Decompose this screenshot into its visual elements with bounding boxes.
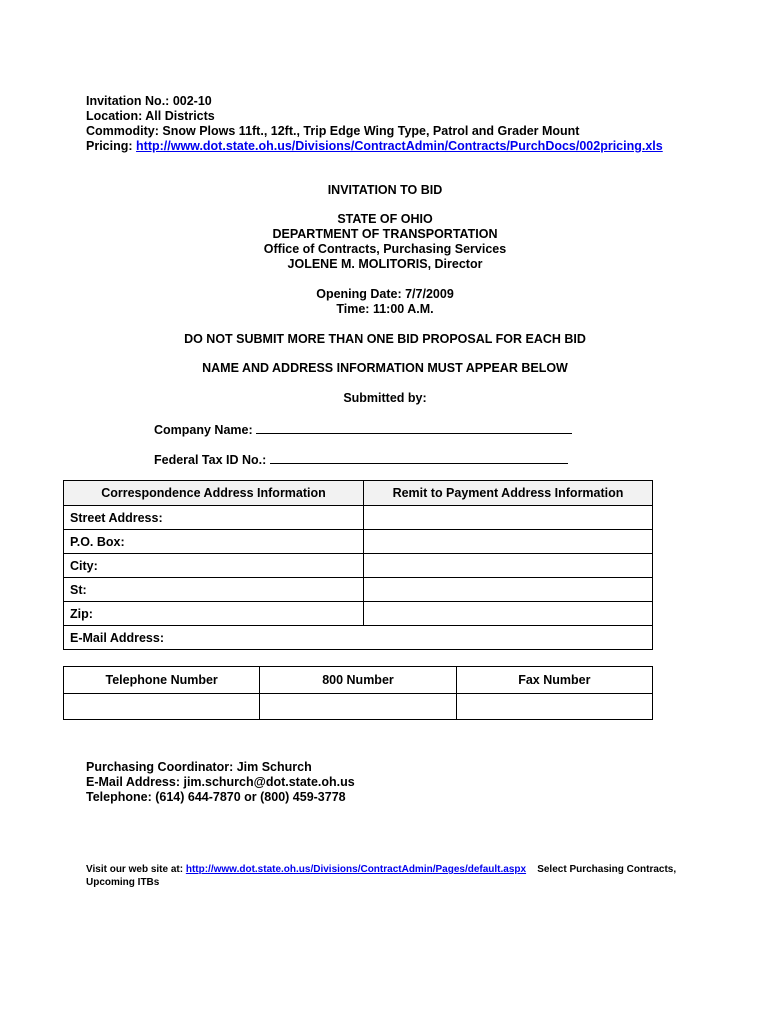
table-row [64,694,653,720]
invitation-label: Invitation No.: [86,94,170,108]
federal-tax-row [154,451,568,468]
footer-visit-label: Visit our web site at: [86,864,184,875]
phone-table [63,666,653,720]
invitation-to-bid-heading: INVITATION TO BID [327,183,443,197]
table-row [64,506,653,530]
location-line [86,109,663,124]
pricing-line [86,139,663,154]
submitted-by: Submitted by: [343,391,427,405]
federal-tax-input[interactable] [270,451,568,464]
coordinator-block [86,760,355,805]
telephone-header: Telephone Number [64,667,260,694]
location-label: Location: [86,109,143,123]
invitation-value: 002-10 [172,94,212,108]
table-row [64,626,653,650]
800-number-header: 800 Number [260,667,456,694]
table-row [64,578,653,602]
commodity-label: Commodity: [86,124,159,138]
remit-street-cell[interactable] [364,506,653,530]
office-name: Office of Contracts, Purchasing Services [263,242,507,256]
table-row [64,602,653,626]
bid-warning: DO NOT SUBMIT MORE THAN ONE BID PROPOSAL FOR EACH BID [184,332,586,346]
company-name-input[interactable] [256,421,572,434]
table-row [64,554,653,578]
federal-tax-label: Federal Tax ID No.: [154,453,267,467]
email-address-cell[interactable]: E-Mail Address: [64,626,653,650]
name-address-notice: NAME AND ADDRESS INFORMATION MUST APPEAR BELOW [202,361,568,375]
footer [86,863,706,889]
pricing-link[interactable]: http://www.dot.state.oh.us/Divisions/ContractAdmin/Contracts/PurchDocs/002pricing.xls [136,139,663,153]
opening-block [0,287,770,317]
state-name: STATE OF OHIO [337,212,433,226]
title-block [0,212,770,272]
telephone-cell[interactable] [64,694,260,720]
opening-time: Time: 11:00 A.M. [336,302,434,316]
location-value: All Districts [145,109,215,123]
footer-link[interactable]: http://www.dot.state.oh.us/Divisions/ContractAdmin/Pages/default.aspx [185,864,527,875]
fax-number-header: Fax Number [456,667,652,694]
header-block [86,94,663,154]
coordinator-phone: Telephone: (614) 644-7870 or (800) 459-3778 [86,790,346,804]
pricing-label: Pricing: [86,139,133,153]
table-row [64,530,653,554]
remit-state-cell[interactable] [364,578,653,602]
opening-date: Opening Date: 7/7/2009 [316,287,454,301]
remit-city-cell[interactable] [364,554,653,578]
remit-zip-cell[interactable] [364,602,653,626]
remit-po-box-cell[interactable] [364,530,653,554]
director-name: JOLENE M. MOLITORIS, Director [287,257,483,271]
street-address-cell[interactable]: Street Address: [64,506,364,530]
city-cell[interactable]: City: [64,554,364,578]
state-cell[interactable]: St: [64,578,364,602]
department-name: DEPARTMENT OF TRANSPORTATION [272,227,498,241]
zip-cell[interactable]: Zip: [64,602,364,626]
po-box-cell[interactable]: P.O. Box: [64,530,364,554]
coordinator-name: Purchasing Coordinator: Jim Schurch [86,760,312,774]
commodity-line [86,124,663,139]
remit-header: Remit to Payment Address Information [364,481,653,506]
invitation-line [86,94,663,109]
company-name-label: Company Name: [154,423,253,437]
coordinator-email: E-Mail Address: jim.schurch@dot.state.oh.us [86,775,355,789]
commodity-value: Snow Plows 11ft., 12ft., Trip Edge Wing Type, Patrol and Grader Mount [162,124,580,138]
fax-number-cell[interactable] [456,694,652,720]
address-table [63,480,653,650]
800-number-cell[interactable] [260,694,456,720]
correspondence-header: Correspondence Address Information [64,481,364,506]
company-name-row [154,421,572,438]
footer-instructions: Select Purchasing Contracts, Upcoming ITBs [86,864,677,888]
